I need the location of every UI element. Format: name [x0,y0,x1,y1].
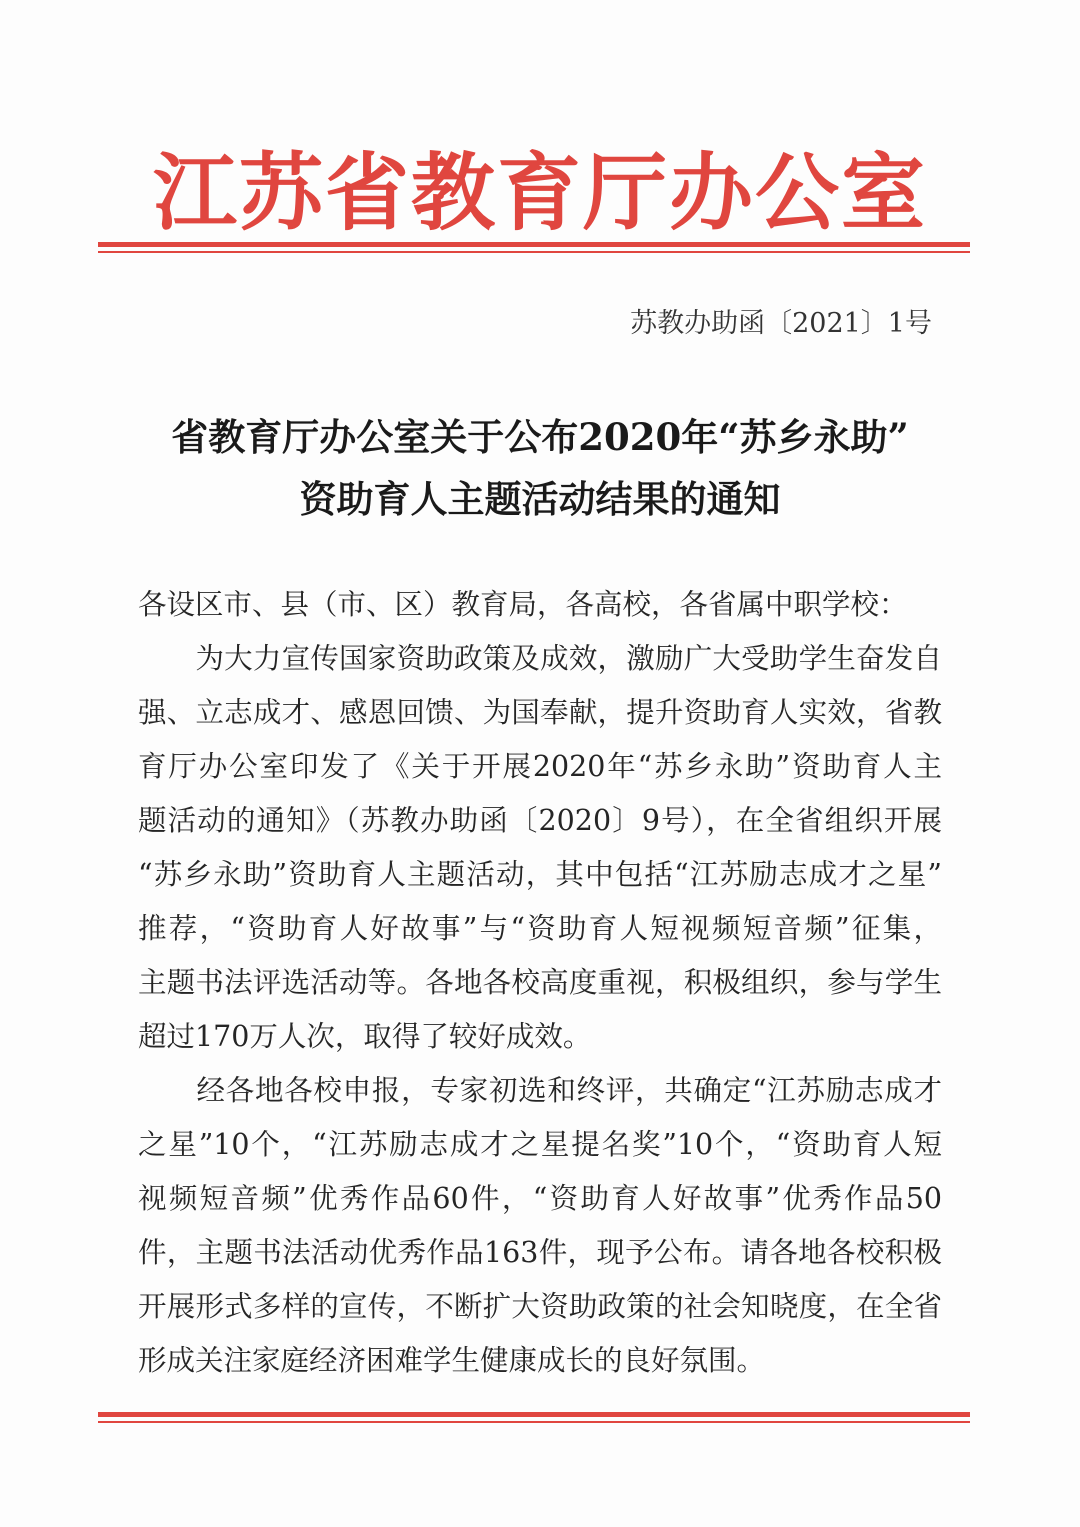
body-line: 育厅办公室印发了《关于开展2020年“苏乡永助”资助育人主 [138,750,942,783]
body-line: 推荐，“资助育人好故事”与“资助育人短视频短音频”征集， [138,912,942,945]
body-line: 为大力宣传国家资助政策及成效，激励广大受助学生奋发自 [138,642,942,675]
notice-title-line-2: 资助育人主题活动结果的通知 [299,477,781,521]
body-line: 视频短音频”优秀作品60件，“资助育人好故事”优秀作品50 [138,1182,942,1215]
body-line: “苏乡永助”资助育人主题活动，其中包括“江苏励志成才之星” [138,858,942,891]
body-line: 形成关注家庭经济困难学生健康成长的良好氛围。 [138,1344,766,1377]
organization-header: 江苏省教育厅办公室 [152,144,927,242]
body-line: 件，主题书法活动优秀作品163件，现予公布。请各地各校积极 [138,1236,942,1269]
salutation-line: 各设区市、县（市、区）教育局，各高校，各省属中职学校： [138,588,908,621]
body-line: 超过170万人次，取得了较好成效。 [138,1020,592,1053]
footer-rule-thick [98,1412,970,1417]
notice-title-line-1: 省教育厅办公室关于公布2020年“苏乡永助” [171,415,909,459]
body-line: 开展形式多样的宣传，不断扩大资助政策的社会知晓度，在全省 [138,1290,942,1323]
body-line: 经各地各校申报，专家初选和终评，共确定“江苏励志成才 [138,1074,942,1107]
document-number: 苏教办助函〔2021〕1号 [630,308,932,339]
header-rule-thin [98,251,970,253]
body-line: 主题书法评选活动等。各地各校高度重视，积极组织，参与学生 [138,966,942,999]
header-red-divider [98,242,970,253]
body-line: 强、立志成才、感恩回馈、为国奉献，提升资助育人实效，省教 [138,696,942,729]
footer-red-divider [98,1412,970,1423]
body-line: 题活动的通知》（苏教办助函〔2020〕9号），在全省组织开展 [138,804,942,837]
footer-rule-thin [98,1421,970,1423]
body-line: 之星”10个，“江苏励志成才之星提名奖”10个，“资助育人短 [138,1128,942,1161]
header-rule-thick [98,242,970,247]
